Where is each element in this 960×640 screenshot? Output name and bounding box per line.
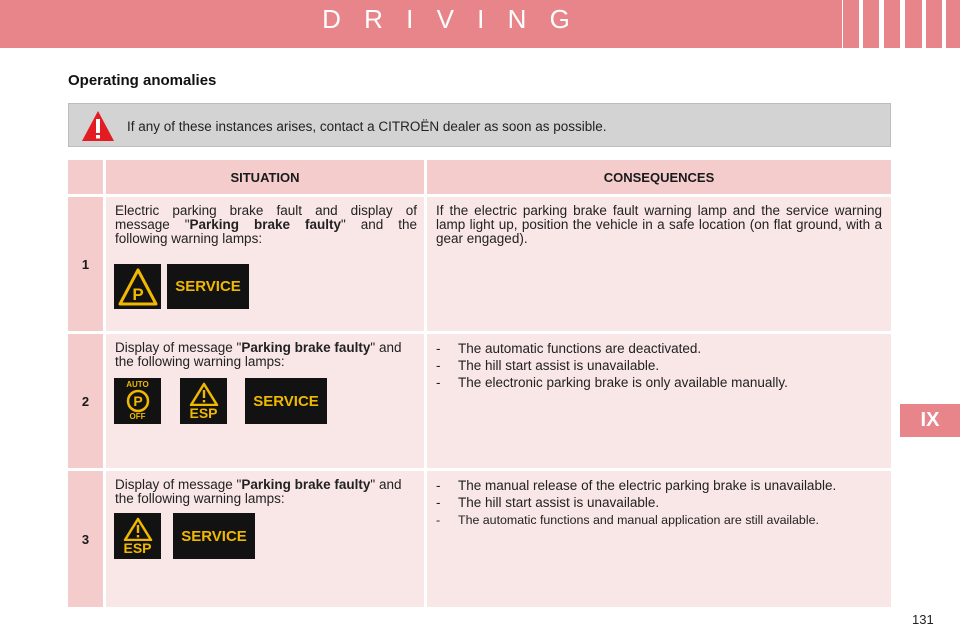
parking-circle-icon	[125, 389, 151, 413]
esp-warning-icon	[123, 517, 153, 541]
situation-text: Display of message "Parking brake faulty" and the following warning lamps:	[115, 477, 402, 506]
list-item: - The electronic parking brake is only available manually.	[436, 375, 788, 390]
auto-label: AUTO	[126, 380, 149, 389]
consequence-cell	[427, 197, 891, 331]
list-item: - The manual release of the electric parking brake is unavailable.	[436, 478, 837, 493]
header-stripe	[942, 0, 946, 48]
situation-text: Electric parking brake fault and display of message "Parking brake faulty" and the following warning lamps:	[115, 203, 417, 246]
list-item: - The automatic functions are deactivated.	[436, 341, 702, 356]
warning-notice	[68, 103, 891, 147]
situation-cell	[106, 471, 424, 607]
consequence-list	[436, 479, 888, 530]
service-lamp-label: SERVICE	[181, 527, 247, 545]
consequences-header: CONSEQUENCES	[427, 160, 891, 194]
situation-header: SITUATION	[106, 160, 424, 194]
notice-text: If any of these instances arises, contact a CITROËN dealer as soon as possible.	[127, 119, 607, 134]
header-stripe	[900, 0, 905, 48]
auto-parking-off-lamp	[114, 378, 161, 424]
table-header-corner	[68, 160, 103, 194]
warning-triangle-icon	[81, 110, 115, 142]
service-lamp	[167, 264, 249, 309]
page-number: 131	[912, 612, 934, 627]
list-item: - The hill start assist is unavailable.	[436, 495, 660, 510]
chapter-tab[interactable]: IX	[900, 404, 960, 437]
esp-warning-icon	[189, 382, 219, 406]
off-label: OFF	[129, 412, 146, 421]
header-stripe	[859, 0, 863, 48]
list-item: - The hill start assist is unavailable.	[436, 358, 660, 373]
list-item: - The automatic functions and manual application are still available.	[436, 513, 819, 527]
situation-cell	[106, 197, 424, 331]
esp-lamp	[114, 513, 161, 559]
esp-label: ESP	[123, 540, 152, 556]
header-bar	[0, 0, 960, 48]
row-number: 3	[68, 471, 103, 607]
service-lamp	[245, 378, 327, 424]
service-lamp	[173, 513, 255, 559]
consequence-text: If the electric parking brake fault warning lamp and the service warning lamp light up, position the vehicle in a safe location (on flat ground, with a gear engaged).	[436, 203, 882, 246]
service-lamp-label: SERVICE	[175, 278, 241, 295]
service-lamp-label: SERVICE	[253, 392, 319, 410]
header-stripe	[922, 0, 926, 48]
consequence-cell	[427, 471, 891, 607]
parking-brake-fault-lamp	[114, 264, 161, 309]
header-stripe	[842, 0, 843, 48]
anomalies-table	[68, 160, 891, 607]
consequence-list	[436, 342, 886, 393]
situation-cell	[106, 334, 424, 468]
parking-brake-warning-icon	[118, 268, 158, 306]
row-number: 2	[68, 334, 103, 468]
situation-text: Display of message "Parking brake faulty" and the following warning lamps:	[115, 340, 402, 369]
svg-text:P: P	[132, 393, 143, 409]
section-title: Operating anomalies	[68, 72, 217, 89]
page-title: D R I V I N G	[322, 4, 578, 34]
esp-label: ESP	[189, 405, 218, 421]
consequence-cell	[427, 334, 891, 468]
row-number: 1	[68, 197, 103, 331]
svg-text:P: P	[131, 284, 144, 304]
header-stripe	[879, 0, 884, 48]
esp-lamp	[180, 378, 227, 424]
